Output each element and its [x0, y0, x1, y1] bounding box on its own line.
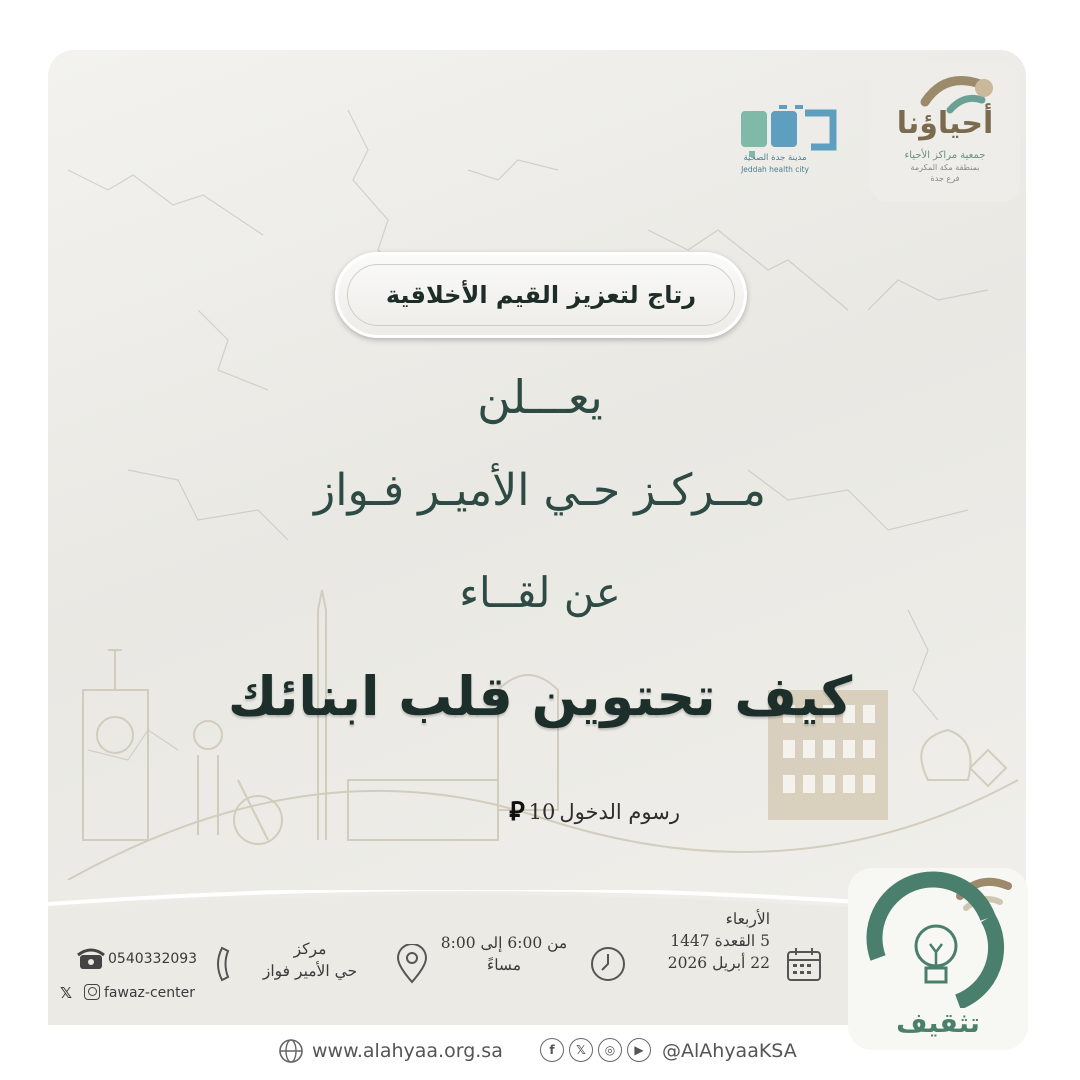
event-date — [640, 908, 770, 974]
program-banner-inner — [347, 264, 735, 326]
event-location — [240, 938, 380, 982]
ahyaa-logo-sub3: فرع جدة — [930, 174, 960, 183]
location-name: حي الأمير فواز — [262, 962, 358, 980]
x-icon: 𝕏 — [60, 984, 73, 1002]
fee-label: رسوم الدخول — [559, 799, 680, 824]
announce-line-3: عن لقــاء — [459, 568, 621, 617]
jeddah-health-city-logo — [735, 105, 865, 185]
ahyaa-logo-sub1: جمعية مراكز الأحياء — [904, 150, 986, 161]
tathqif-label: تثقيف — [896, 1008, 980, 1039]
jeddah-logo-ar-text: مدينة جدة الصحية — [743, 153, 807, 163]
date-hijri: 5 القعدة 1447 — [670, 932, 770, 950]
program-title: رتاج لتعزيز القيم الأخلاقية — [385, 281, 697, 309]
social-handle[interactable]: @AlAhyaaKSA — [662, 1040, 797, 1062]
x-social-icon[interactable]: 𝕏 — [569, 1038, 593, 1062]
calendar-icon — [784, 944, 824, 988]
ahyaa-logo-name: أحياؤنا — [896, 106, 994, 141]
ahyaa-logo-sub2: بمنطقة مكة المكرمة — [910, 163, 980, 172]
time-range: من 6:00 إلى 8:00 — [440, 934, 568, 952]
city-skyline-illustration — [48, 580, 1026, 880]
telephone-icon — [76, 947, 106, 975]
announce-line-1: يعـــلن — [477, 370, 603, 424]
tathqif-logo — [848, 868, 1028, 1050]
event-headline: كيف تحتوين قلب ابنائك — [227, 665, 853, 728]
program-banner — [335, 252, 747, 338]
instagram-icon — [84, 984, 100, 1000]
location-pin-icon — [392, 944, 432, 990]
date-day: الأربعاء — [725, 910, 770, 928]
phone-icon — [212, 944, 242, 988]
youtube-icon[interactable]: ▶ — [627, 1038, 651, 1062]
globe-icon — [278, 1038, 304, 1068]
time-period: مساءً — [486, 956, 522, 974]
website-link[interactable]: www.alahyaa.org.sa — [312, 1040, 503, 1062]
announce-line-2: مــركـز حـي الأميـر فـواز — [314, 465, 766, 516]
entry-fee — [440, 795, 680, 828]
ahyaa-association-logo — [870, 62, 1020, 202]
riyal-icon: ⃁ — [509, 797, 525, 827]
contact-phone: 0540332093 — [108, 951, 198, 967]
instagram-social-icon[interactable]: ◎ — [598, 1038, 622, 1062]
contact-social-handle: fawaz-center — [104, 985, 195, 1001]
date-gregorian: 22 أبريل 2026 — [667, 954, 770, 972]
location-label: مركز — [293, 940, 327, 958]
facebook-icon[interactable]: f — [540, 1038, 564, 1062]
jeddah-logo-en-text: Jeddah health city — [741, 165, 809, 174]
clock-icon — [588, 944, 628, 988]
fee-value: 10 — [528, 799, 556, 824]
event-time — [430, 932, 578, 976]
